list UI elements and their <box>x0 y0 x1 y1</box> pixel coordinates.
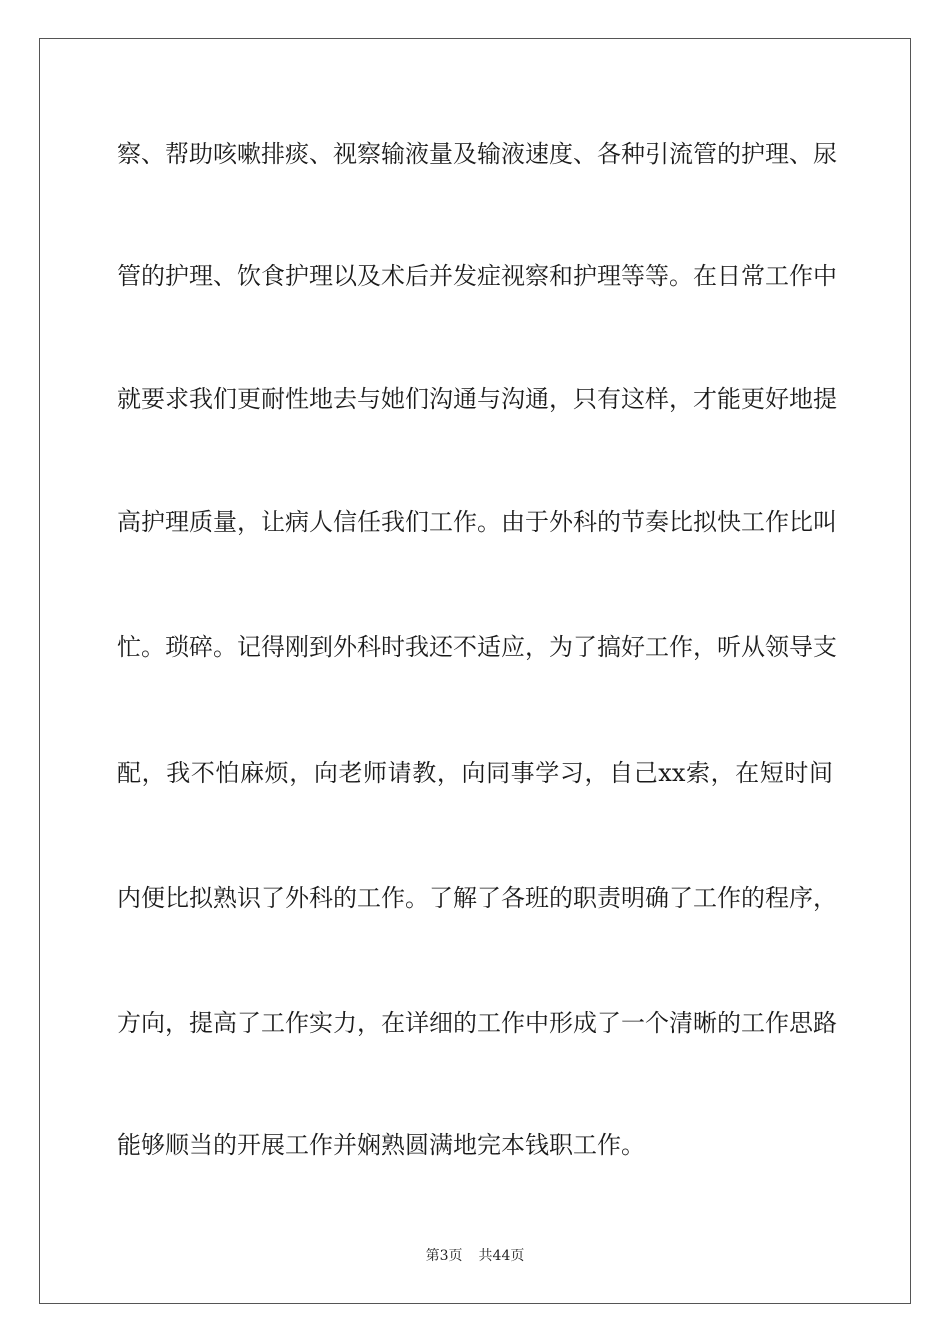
body-text-line: 管的护理、饮食护理以及术后并发症视察和护理等等。在日常工作中 <box>117 262 837 290</box>
page-footer <box>0 1247 950 1265</box>
body-text-line: 就要求我们更耐性地去与她们沟通与沟通，只有这样，才能更好地提 <box>117 385 837 413</box>
body-text-line: 高护理质量，让病人信任我们工作。由于外科的节奏比拟快工作比叫 <box>117 508 837 536</box>
body-text-line: 方向，提高了工作实力，在详细的工作中形成了一个清晰的工作思路 <box>117 1009 837 1037</box>
page-total: 共44页 <box>478 1248 525 1264</box>
page-number: 第3页 <box>425 1248 463 1264</box>
body-text-line: 察、帮助咳嗽排痰、视察输液量及输液速度、各种引流管的护理、尿 <box>117 140 837 168</box>
body-text-line: 忙。琐碎。记得刚到外科时我还不适应，为了搞好工作，听从领导支 <box>117 633 837 661</box>
page-border <box>39 38 911 1304</box>
body-text-line: 能够顺当的开展工作并娴熟圆满地完本钱职工作。 <box>117 1131 645 1159</box>
body-text-line: 配，我不怕麻烦，向老师请教，向同事学习，自己xx索，在短时间 <box>117 759 833 787</box>
body-text-line: 内便比拟熟识了外科的工作。了解了各班的职责明确了工作的程序， <box>117 884 837 912</box>
